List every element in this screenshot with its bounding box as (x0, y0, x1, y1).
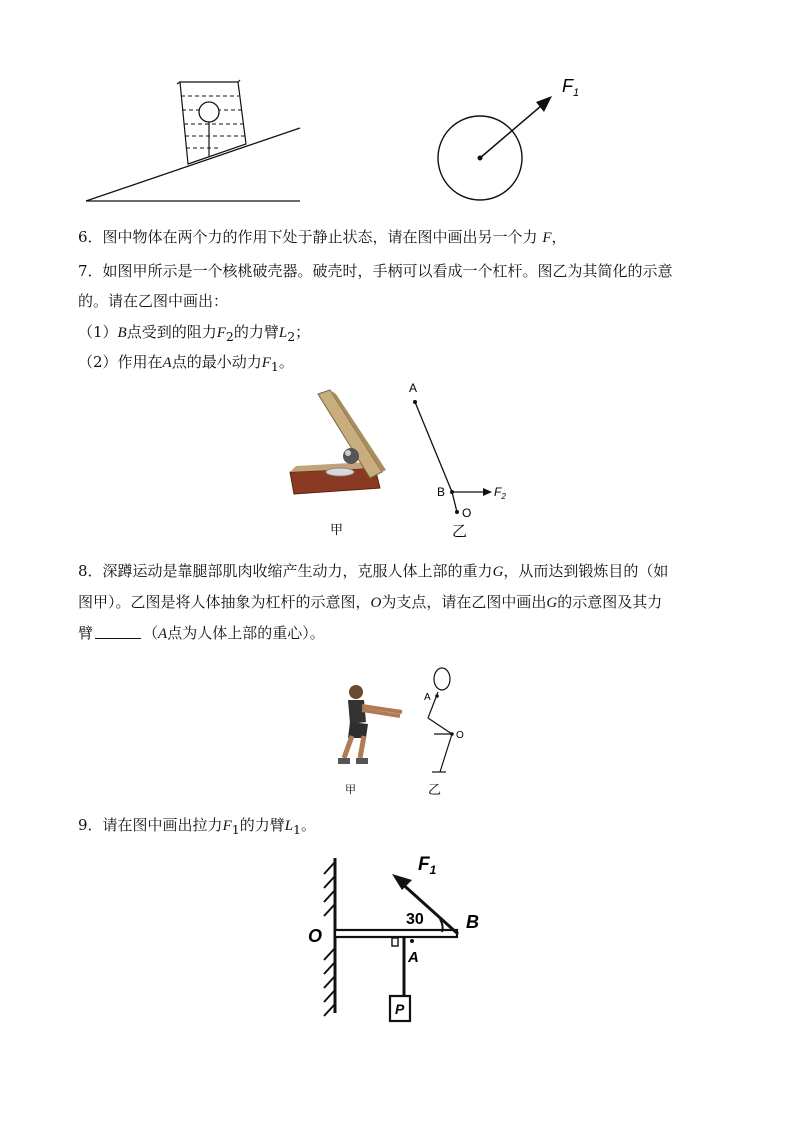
label-a: A (424, 692, 431, 703)
question-9: 9．请在图中画出拉力$F_1$的力臂$L_1$。 (78, 816, 317, 837)
label-f1: $F_1$ (418, 854, 437, 877)
label-a: A (408, 949, 419, 966)
arrowhead-icon (536, 96, 552, 112)
squat-person-photo (338, 685, 402, 764)
label-a: A (409, 381, 418, 395)
question-6: 6．图中物体在两个力的作用下处于静止状态，请在图中画出另一个力 F， (78, 228, 567, 246)
label-o: O (308, 926, 323, 946)
label-b: B (437, 485, 446, 499)
lever-foot (452, 492, 457, 512)
squat-figure (320, 662, 480, 802)
arrowhead-icon (483, 488, 492, 496)
question-7-line-1: 7．如图甲所示是一个核桃破壳器。破壳时，手柄可以看成一个杠杆。图乙为其简化的示意 (78, 262, 673, 280)
label-b: B (466, 912, 479, 932)
label-p: P (395, 1001, 405, 1017)
head-circle (434, 668, 450, 690)
label-o: O (462, 506, 472, 520)
arrowhead-icon (392, 874, 412, 890)
circle-force-figure (430, 74, 600, 206)
question-8-line-2: 图甲）。乙图是将人体抽象为杠杆的示意图，O为支点，请在乙图中画出G的示意图及其力 (78, 593, 663, 611)
answer-blank[interactable] (95, 624, 141, 639)
floating-ball (199, 102, 219, 122)
container (180, 82, 246, 164)
lever-wall-figure (300, 848, 510, 1030)
question-7-line-2: 的。请在乙图中画出： (78, 292, 229, 310)
force-arrow-f1 (480, 100, 548, 158)
right-angle-mark (392, 938, 398, 946)
wall-hatching (324, 862, 335, 1016)
lever-bar (335, 930, 457, 937)
question-8-line-3: 臂 （A点为人体上部的重心）。 (78, 624, 325, 642)
incline-surface (86, 128, 300, 201)
question-7-item-2: （2）作用在A点的最小动力$F_1$。 (78, 353, 294, 374)
caption-yi: 乙 (428, 782, 442, 797)
lever-arm (415, 402, 452, 492)
question-8-line-1: 8．深蹲运动是靠腿部肌肉收缩产生动力，克服人体上部的重力G，从而达到锻炼目的（如 (78, 562, 669, 580)
label-f2: $F_2$ (494, 485, 506, 501)
caption-jia: 甲 (330, 522, 344, 537)
squat-lever-diagram (428, 668, 452, 772)
incline-container-figure (80, 74, 310, 206)
f1-label: $F_1$ (562, 76, 580, 99)
label-o: O (456, 730, 464, 741)
question-7-item-1: （1）B点受到的阻力$F_2$的力臂$L_2$； (78, 323, 311, 344)
walnut-cracker-photo (290, 390, 386, 494)
angle-label: 30 (406, 911, 424, 928)
walnut-cracker-figure (280, 380, 530, 545)
caption-jia: 甲 (345, 784, 356, 796)
lever-diagram (409, 381, 506, 540)
caption-yi: 乙 (452, 523, 468, 540)
